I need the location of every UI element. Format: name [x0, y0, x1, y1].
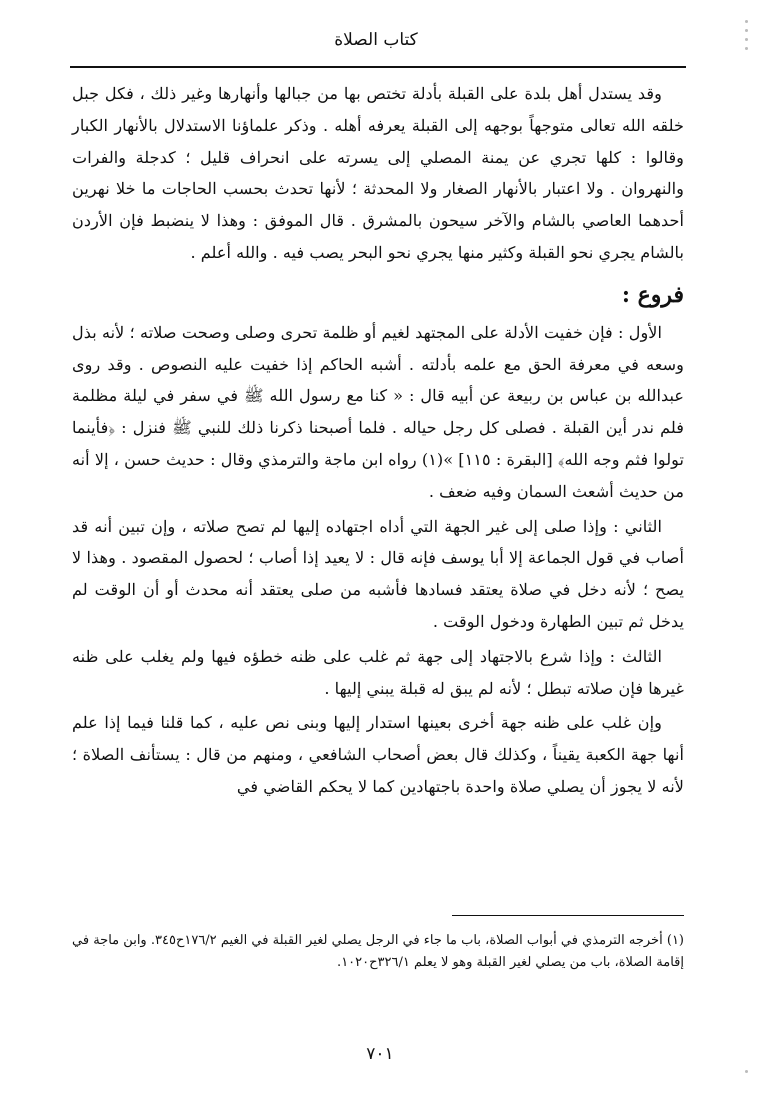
footnote-rule — [452, 915, 684, 916]
header-rule — [70, 66, 686, 68]
paragraph: وقد يستدل أهل بلدة على القبلة بأدلة تختص بها من جبالها وأنهارها وغير ذلك ، فكل جبل خلقه الله تعالى متوجهاً بوجهه إلى القبلة يعرفه أهله . وذكر علماؤنا الاستدلال بالأنهار الكبار وقالوا : كلها تجري عن يمنة المصلي إلى يسرته على انحراف قليل ؛ كدجلة والفرات والنهروان . ولا اعتبار بالأنهار الصغار ولا المحدثة ؛ لأنها تحدث بحسب الحاجات ما خلا نهرين أحدهما العاصي بالشام والآخر سيحون بالمشرق . قال الموفق : وهذا لا ينضبط فإن الأردن بالشام يجري نحو القبلة وكثير منها يجري نحو البحر يصب فيه . والله أعلم . — [72, 84, 684, 262]
footnote-text: (١) أخرجه الترمذي في أبواب الصلاة، باب ما جاء في الرجل يصلي لغير القبلة في الغيم ١٧٦/٢ح٣٤٥. وابن ماجة في إقامة الصلاة، باب من يصلي لغير القبلة وهو لا يعلم ٣٢٦/١ح١٠٢٠. — [72, 933, 684, 970]
paragraph: الثاني : وإذا صلى إلى غير الجهة التي أداه اجتهاده إليها لم تصح صلاته ، وإن تبين أنه قد أصاب في قول الجماعة إلا أبا يوسف فإنه قال : لا يعيد إذا أصاب ؛ لحصول المقصود . وهذا لا يصح ؛ لأنه دخل في صلاة يعتقد فسادها فأشبه من صلى يعتقد أنه محدث أو أن الوقت لم يدخل ثم تبين الطهارة ودخول الوقت . — [72, 516, 684, 631]
paragraph: وإن غلب على ظنه جهة أخرى بعينها استدار إليها وبنى نص عليه ، كما قلنا فيما إذا علم أنها جهة الكعبة يقيناً ، وكذلك قال بعض أصحاب الشافعي ، ومنهم من قال : يستأنف الصلاة ؛ لأنه لا يجوز أن يصلي صلاة واحدة باجتهادين كما لا يحكم القاضي في — [72, 713, 684, 796]
page-number: ٧٠١ — [366, 1044, 394, 1064]
body-text — [72, 78, 684, 803]
section-heading: فروع : — [621, 281, 684, 308]
paragraph: الأول : فإن خفيت الأدلة على المجتهد لغيم أو ظلمة تحرى وصلى وصحت صلاته ؛ لأنه بذل وسعه في معرفة الحق مع علمه بأدلته . أشبه الحاكم إذا خفيت عليه النصوص . وقد روى عبدالله بن عباس بن ربيعة عن أبيه قال : « كنا مع رسول الله ﷺ في سفر في ليلة مظلمة فلم ندر أين القبلة . فصلى كل رجل حياله . فلما أصبحنا ذكرنا ذلك للنبي ﷺ فنزل : ﴿فأينما تولوا فثم وجه الله﴾ [البقرة : ١١٥] »(١) رواه ابن ماجة والترمذي وقال : حديث حسن ، إلا أنه من حديث أشعث السمان وفيه ضعف . — [72, 322, 684, 501]
margin-speck — [740, 1070, 748, 1078]
running-header: كتاب الصلاة — [334, 30, 418, 50]
footnote — [72, 930, 684, 974]
margin-specks — [734, 14, 758, 94]
paragraph: الثالث : وإذا شرع بالاجتهاد إلى جهة ثم غلب على ظنه خطؤه فيها ولم يغلب على ظنه غيرها فإن صلاته تبطل ؛ لأنه لم يبق له قبلة يبني إليها . — [72, 646, 684, 698]
